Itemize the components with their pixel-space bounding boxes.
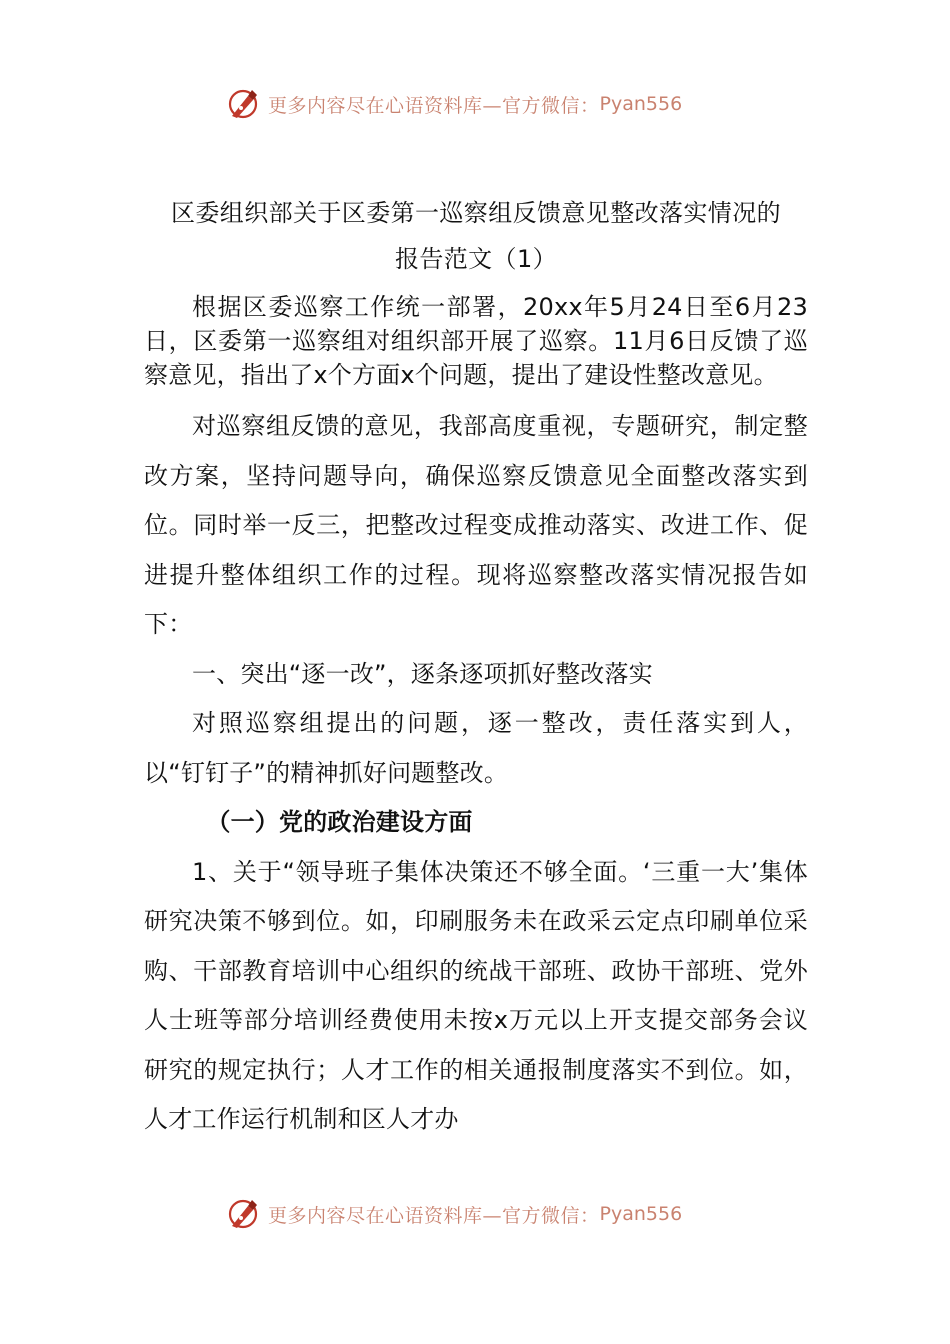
footer-banner <box>226 1194 682 1234</box>
document-title-line1: 区委组织部关于区委第一巡察组反馈意见整改落实情况的 <box>171 199 781 227</box>
paragraph-intro: 根据区委巡察工作统一部署，20xx年5月24日至6月23日，区委第一巡察组对组织部开展了巡察。11月6日反馈了巡察意见，指出了x个方面x个问题，提出了建设性整改意见。 <box>144 293 808 389</box>
pen-nib-logo-icon <box>226 1196 262 1232</box>
paragraph-item-1: 1、关于“领导班子集体决策还不够全面。‘三重一大’集体研究决策不够到位。如，印刷服务未在政采云定点印刷单位采购、干部教育培训中心组织的统战干部班、政协干部班、党外人士班等部分培训经费使用未按x万元以上开支提交部务会议研究的规定执行；人才工作的相关通报制度落实不到位。如，人才工作运行机制和区人才办 <box>144 857 808 1133</box>
spacer <box>144 282 808 290</box>
paragraph-response: 对巡察组反馈的意见，我部高度重视，专题研究，制定整改方案，坚持问题导向，确保巡察反馈意见全面整改落实到位。同时举一反三，把整改过程变成推动落实、改进工作、促进提升整体组织工作的过程。现将巡察整改落实情况报告如下： <box>144 412 808 638</box>
subsection-heading-1: （一）党的政治建设方面 <box>206 808 473 836</box>
wechat-id: Pyan556 <box>599 1203 683 1225</box>
document-title-line2: 报告范文（1） <box>394 245 558 273</box>
pen-nib-logo-icon <box>226 86 262 122</box>
section-heading-1: 一、突出“逐一改”，逐条逐项抓好整改落实 <box>192 659 653 688</box>
banner-text: 更多内容尽在心语资料库—官方微信： <box>268 1204 600 1227</box>
wechat-id: Pyan556 <box>599 93 683 115</box>
document-body <box>144 190 808 1145</box>
spacer <box>144 392 808 402</box>
banner-text: 更多内容尽在心语资料库—官方微信： <box>268 94 600 117</box>
header-banner <box>226 84 682 124</box>
paragraph-section-1: 对照巡察组提出的问题，逐一整改，责任落实到人，以“钉钉子”的精神抓好问题整改。 <box>144 709 808 787</box>
